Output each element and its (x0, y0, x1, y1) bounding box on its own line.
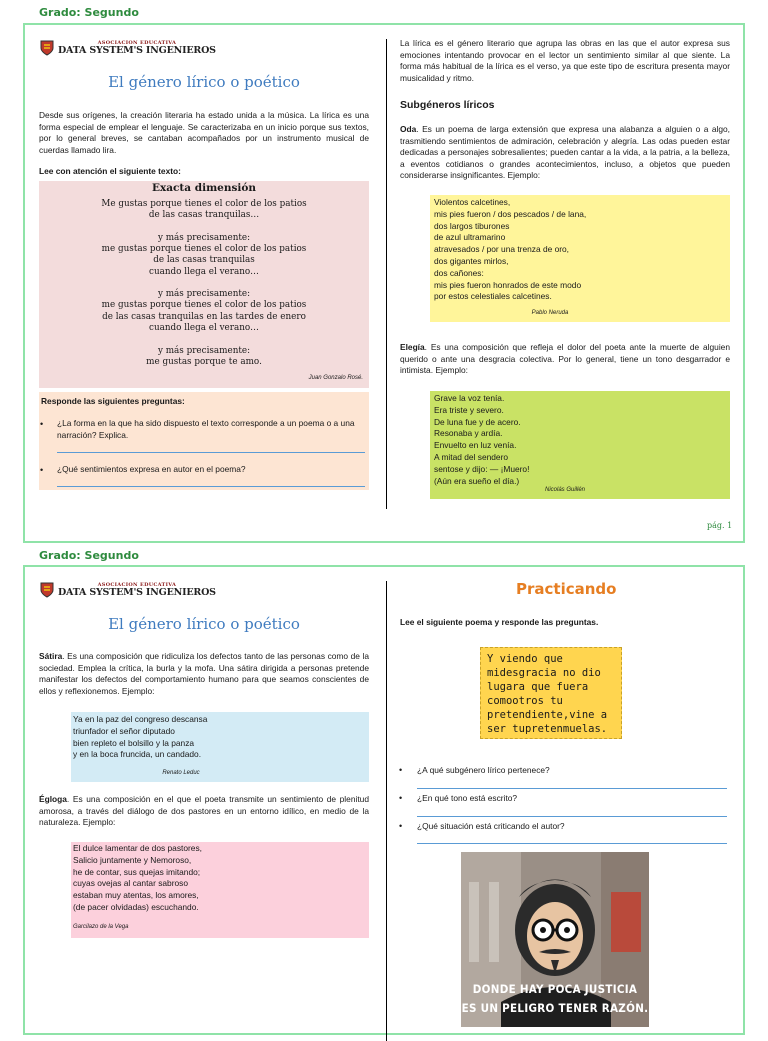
answer-line-2[interactable] (417, 816, 727, 817)
satira-term: Sátira (39, 651, 63, 661)
sticky-line: desgracia no dio lugar (487, 667, 601, 693)
elegia-text: . Es una composición que refleja el dolor del poeta ante la muerte de alguien querido o ante una desgracia colectiva. Por lo general, tiene un tono desgarrador e intimista. Ejemplo: (400, 342, 730, 376)
page-title: El género lírico o poético (108, 615, 300, 633)
poem-line: Grave la voz tenía. (434, 393, 505, 403)
poem-line: Me gustas porque tienes el color de los patios (101, 198, 307, 209)
logo-subtitle: ASOCIACION EDUCATIVA (97, 581, 177, 588)
egloga-author: Garcilazo de la Vega (73, 924, 129, 931)
satira-text: . Es una composición que ridiculiza los defectos tanto de las personas como de la sociedad. Emplea la crítica, la burla y la mofa. Una sátira dirigida a personas pretende manifestar los defectos del comportamiento humano para que seamos conscientes de ellos y reflexionemos. Ejemplo: (39, 651, 369, 696)
satira-author: Renato Leduc (162, 770, 200, 777)
poem-box (39, 181, 369, 388)
poem-line: he de contar, sus quejas imitando; (73, 866, 201, 877)
poem-line: y más precisamente: (157, 232, 251, 243)
poem-line: mis pies fueron honrados de este modo (434, 279, 582, 290)
poem-line: triunfador el señor diputado (73, 725, 175, 736)
column-divider (386, 39, 387, 509)
egloga-term: Égloga (39, 794, 67, 804)
lyric-definition: La lírica es el género literario que agrupa las obras en las que el autor expresa sus emociones intentando provocar en el lector un sentimiento similar al que siente. La forma más habitual de la lírica es el verso, ya que este tipo de escritura presenta mayor musicalidad y ritmo. (400, 38, 730, 83)
poem-line: (Aún era sueño el día.) (434, 475, 520, 486)
sticky-line: otros tu pretendiente, (487, 695, 570, 721)
oda-text: . Es un poema de larga extensión que expresa una alabanza a alguien o a algo, trasmitiendo sentimientos de admiración, celebración y alegría. Las odas pueden estar dedicadas a personajes sobresalientes; pueden cantar a la vida, a la patria, a la belleza, a eventos cotidianos o grandes acontecimientos, incluso, a objetos que pueden considerarse insignificantes. Ejemplo: (400, 124, 730, 181)
bullet: • (40, 419, 44, 429)
poem-line: dos cañones: (434, 267, 484, 278)
egloga-text: . Es una composición en el que el poeta transmite un sentimiento de plenitud amorosa, a través del diálogo de dos pastores en un entorno idílico, en medio de la naturaleza. Ejemplo: (39, 794, 369, 828)
bullet: • (399, 765, 403, 775)
sticky-line: vine a ser tu (487, 709, 608, 735)
elegia-poem-lines (434, 393, 726, 487)
read-prompt: Lee con atención el siguiente texto: (39, 166, 181, 176)
oda-poem-box (430, 195, 730, 322)
poem-line: cuando llega el verano… (149, 323, 259, 334)
poem-line: Salicio juntamente y Nemoroso, (73, 854, 192, 865)
poem-author: Juan Gonzalo Rosé. (308, 375, 363, 382)
poem-line: sentose y dijo: — ¡Muero! (434, 463, 530, 474)
poem-line: Era triste y severo. (434, 404, 504, 415)
questions-heading: Responde las siguientes preguntas: (41, 396, 185, 406)
poem-line: bien repleto el bolsillo y la panza (73, 737, 195, 748)
elegia-poem-box (430, 391, 730, 499)
question-2: ¿Qué sentimientos expresa en autor en el poema? (57, 464, 246, 474)
practice-question-2: ¿En qué tono está escrito? (417, 793, 518, 803)
poem-line: me gustas porque tienes el color de los patios (101, 243, 307, 254)
poem-line: estaban muy atentas, los amores, (73, 890, 199, 901)
page-2 (23, 565, 745, 1035)
poem-line: atravesados / por una trenza de oro, (434, 244, 570, 255)
poem-line: y en la boca fruncida, un candado. (73, 749, 202, 760)
answer-line-3[interactable] (417, 843, 727, 844)
poster-caption-line-1: DONDE HAY POCA JUSTICIA (472, 982, 638, 996)
practice-prompt: Lee el siguiente poema y responde las preguntas. (400, 617, 599, 627)
question-1: ¿La forma en la que ha sido dispuesto el texto corresponde a un poema o a una narración? Explica. (57, 418, 355, 440)
sticky-line: Y viendo que mi (487, 653, 563, 679)
elegia-term: Elegía (400, 342, 425, 352)
poem-line: y más precisamente: (157, 345, 251, 356)
poem-title: Exacta dimensión (151, 182, 257, 194)
grade-label: Grado: Segundo (39, 6, 139, 19)
quevedo-poster-image (461, 852, 649, 1027)
egloga-poem-box (71, 842, 369, 938)
answer-line-2[interactable] (57, 486, 365, 487)
egloga-poem-lines (73, 843, 367, 914)
bullet: • (399, 821, 403, 831)
poem-line: mis pies fueron / dos pescados / de lana, (434, 208, 587, 219)
subgenres-heading: Subgéneros líricos (400, 99, 495, 111)
sticky-line: a que fuera como (487, 681, 589, 707)
column-divider (386, 581, 387, 1041)
poem-line: de azul ultramarino (434, 232, 506, 243)
poem-line: de las casas tranquilas (153, 255, 255, 266)
poem-lines (39, 199, 369, 368)
elegia-paragraph (400, 342, 730, 377)
logo-name: DATA SYSTEM'S INGENIEROS (58, 44, 216, 56)
shield-icon (40, 582, 54, 598)
poem-line: Resonaba y ardía. (434, 428, 503, 439)
poster-caption (461, 980, 649, 1018)
oda-author: Pablo Neruda (531, 310, 569, 317)
satira-paragraph (39, 651, 369, 697)
answer-line-1[interactable] (417, 788, 727, 789)
poem-line: (de pacer olvidadas) escuchando. (73, 901, 199, 912)
poem-line: y más precisamente: (157, 289, 251, 300)
poem-sticky-note (480, 647, 622, 739)
poem-line: cuando llega el verano… (149, 266, 259, 277)
poem-line (39, 278, 369, 289)
logo-name: DATA SYSTEM'S INGENIEROS (58, 586, 216, 598)
intro-paragraph: Desde sus orígenes, la creación literaria ha estado unida a la música. La lírica es una forma especial de emplear el lenguaje. Se caracterizaba en un inicio porque sus textos, por lo general breves, se cantaban acompañados por un instrumento musical de cuerdas llamado lira. (39, 110, 369, 155)
poem-line: cuyas ovejas al cantar sabroso (73, 878, 188, 889)
questions-box (39, 392, 369, 490)
poem-line: Violentos calcetines, (434, 197, 511, 207)
sticky-lines (487, 652, 615, 736)
practice-question-3: ¿Qué situación está criticando el autor? (417, 821, 565, 831)
page-title: El género lírico o poético (108, 73, 300, 91)
sticky-line: pretenmuelas. (524, 723, 608, 735)
oda-paragraph (400, 124, 730, 182)
logo-subtitle: ASOCIACION EDUCATIVA (97, 39, 177, 46)
oda-poem-lines (434, 197, 726, 303)
grade-label: Grado: Segundo (39, 549, 139, 562)
poem-line: Ya en la paz del congreso descansa (73, 714, 208, 724)
poem-line (39, 221, 369, 232)
poem-line: Envuelto en luz venía. (434, 440, 517, 451)
poem-line: De luna fue y de acero. (434, 416, 521, 427)
shield-icon (40, 40, 54, 56)
page-number: pág. 1 (707, 521, 733, 530)
poem-line: A mitad del sendero (434, 451, 509, 462)
poem-line: me gustas porque tienes el color de los patios (101, 300, 307, 311)
school-logo (40, 582, 216, 598)
school-logo (40, 40, 216, 56)
oda-term: Oda (400, 124, 417, 134)
poem-line: dos gigantes mirlos, (434, 255, 509, 266)
practice-title: Practicando (516, 580, 617, 598)
satira-poem-box (71, 712, 369, 782)
poster-caption-line-2: ES UN PELIGRO TENER RAZÓN. (461, 1001, 649, 1015)
elegia-author: Nicolás Guillén (544, 487, 586, 494)
satira-poem-lines (73, 714, 367, 761)
poem-line: de las casas tranquilas en las tardes de enero (102, 311, 306, 322)
bullet: • (40, 465, 44, 475)
answer-line-1[interactable] (57, 452, 365, 453)
egloga-paragraph (39, 794, 369, 829)
page-1 (23, 23, 745, 543)
bullet: • (399, 793, 403, 803)
practice-question-1: ¿A qué subgénero lírico pertenece? (417, 765, 550, 775)
poem-line: de las casas tranquilas… (148, 210, 260, 221)
poem-line: dos largos tiburones (434, 220, 510, 231)
poem-line: me gustas porque te amo. (146, 356, 262, 367)
poem-line: por estos celestiales calcetines. (434, 291, 552, 302)
poem-line (39, 334, 369, 345)
poem-line: El dulce lamentar de dos pastores, (73, 843, 202, 853)
